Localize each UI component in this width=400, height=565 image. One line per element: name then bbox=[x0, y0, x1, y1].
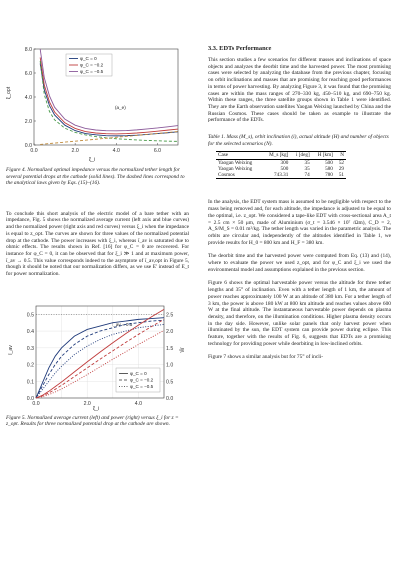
figure-4-annotation: (a_e) bbox=[115, 105, 126, 110]
figure-4-xtick-label: 2.0 bbox=[71, 148, 79, 154]
figure-5-ylabel-left: ī_av bbox=[8, 344, 14, 355]
figure-5-ytick-right-label: 0.0 bbox=[166, 395, 174, 402]
right-paragraph-5: Figure 7 shows a similar analysis but for 75° of incli- bbox=[208, 354, 324, 361]
table-cell: 580 bbox=[325, 165, 333, 172]
figure-5-ytick-left-label: 0.5 bbox=[26, 312, 34, 319]
figure-5-chart bbox=[6, 302, 189, 412]
right-paragraph-4: Figure 6 shows the optimal harvestable power versus the altitude for three tether lengths and 35° of inclination. Even with a tether length of 1 km, the amount of power reaches approximately 100 W at an altitude of 380 km. For a tether length of 3 km, the power is above 180 kW at 800 km altitude and reaches values above 600 W at the final altitude. The instantaneous harvestable power depends on plasma density, and therefore, on the illumination conditions. Higher plasma density occurs in the day side. However, unlike solar panels that only harvest power when illuminated by the sun, the EDT system can provide power during eclipse. This feature, together with the results of Fig. 6, suggests that EDTs are a promising technology for providing power while deorbiting in low-inclined orbits. bbox=[208, 280, 391, 347]
table-header-row bbox=[216, 152, 346, 159]
table-cell: 35 bbox=[304, 165, 310, 172]
table-header-cell: Case bbox=[218, 152, 229, 159]
table-row bbox=[216, 159, 346, 166]
table-cell: 35 bbox=[304, 159, 310, 166]
table-1 bbox=[216, 151, 346, 179]
figure-4-legend-label: φ_C = −0.2 bbox=[80, 62, 104, 68]
table-cell: 51 bbox=[338, 172, 344, 179]
figure-5-ytick-left-label: 0.1 bbox=[26, 379, 34, 386]
figure-4-ytick-label: 8.0 bbox=[24, 47, 32, 53]
left-column bbox=[6, 0, 189, 428]
section-heading: 3.3. EDTs Performance bbox=[208, 45, 272, 52]
figure-5-ytick-left-label: 0.2 bbox=[26, 362, 34, 369]
table-cell: 500 bbox=[325, 159, 333, 166]
table-body bbox=[216, 159, 346, 179]
right-paragraph-1: This section studies a few scenarios for different masses and inclinations of space objects and analyzes the deorbit time and the harvested power. The most promising cases were selected by analyzing the database from the previous chapter, focusing on orbit inclinations and masses that are promising for reaching good performances in terms of power harvesting. By analyzing Figure 3, it was found that the promising cases are within the mass ranges of 270–330 kg, 450–510 kg, and 690–750 kg. Within these ranges, the three satellite groups shown in Table 1 were identified. They are the Earth observation satellites Yaogan Weixing launched by China and the Russian Cosmos. These cases should be taken as example to illustrate the performance of the EDTs. bbox=[208, 57, 391, 124]
figure-4-ytick-label: 2.0 bbox=[24, 119, 32, 125]
figure-5-ytick-right-label: 2.5 bbox=[166, 312, 174, 319]
figure-5-xtick-label: 2.0 bbox=[83, 400, 91, 407]
table-row bbox=[216, 172, 346, 179]
table-cell: 500 bbox=[280, 165, 289, 172]
table-cell: 52 bbox=[338, 159, 344, 166]
figure-5-xtick-label: 4.0 bbox=[134, 400, 143, 407]
figure-4-ytick-label: 4.0 bbox=[24, 95, 32, 101]
table-1-caption: Table 1. Mass (M_s), orbit inclination (i), actual altitude (H) and number of objects for the selected scenarios (N). bbox=[208, 134, 389, 147]
figure-4-chart bbox=[6, 45, 189, 163]
figure-5-ytick-left-label: 0.3 bbox=[26, 345, 34, 352]
figure-5-legend-label: φ_C = 0 bbox=[130, 370, 147, 376]
table-cell: Cosmos bbox=[218, 172, 235, 179]
left-paragraph-1: To conclude this short analysis of the electric model of a bare tether with an impedance, Fig. 5 shows the normalized average current (left axis and blue curves) and the normalized power (right axis and red curves) versus ξ_i when the impedance is equal to z_opt. The curves are shown for three values of the normalized potential drop at the cathode. The power increases with ξ_i, whereas ī_av is saturated due to ohmic effects. The results shown in Ref. [16] for φ_C = 0 are recovered. For instance for φ_C = 0, it can be observed that for ξ_i ≫ 1 and at maximum power, ī_av → 0.5. This value corresponds indeed to the asymptote of ī_av,opt in Figure 5, though it should be noted that our normalization differs, as we use E' instead of E_t for power normalization. bbox=[6, 210, 189, 278]
figure-5-xtick-label: 0.0 bbox=[32, 400, 40, 407]
figure-4 bbox=[6, 45, 189, 163]
right-paragraph-2: In the analysis, the EDT system mass is assumed to be negligible with respect to the mass being removed and, for each altitude, the impedance is adjusted to be equal to the optimal, i.e. z_opt. We considered a tape-like EDT with cross-sectional area A_t = 2.5 cm × 50 μm, made of Aluminium (σ_t = 3.546 × 10⁷ /Ωm), C_D = 2, A_S/M_S = 0.01 m²/kg. The tether length was varied in the parametric analysis. The orbits are circular and, independently of the altitudes identified in Table 1, we provide results for H_0 = 800 km and H_F = 380 km. bbox=[208, 199, 391, 246]
table-cell: 29 bbox=[338, 165, 344, 172]
table-cell: Yaogan Weixing bbox=[218, 165, 253, 172]
figure-4-xtick-label: 4.0 bbox=[112, 148, 120, 154]
figure-5-plot-area bbox=[27, 306, 174, 407]
figure-4-legend-label: φ_C = 0 bbox=[80, 56, 97, 61]
figure-5-legend-label: φ_C = −0.2 bbox=[130, 377, 154, 383]
table-cell: 74 bbox=[304, 172, 310, 179]
table-cell: 743.31 bbox=[274, 172, 289, 179]
figure-5-annotation: ī_av = 0.5 bbox=[112, 321, 133, 327]
figure-4-legend-label: φ_C = −0.5 bbox=[80, 69, 104, 74]
figure-4-xlabel: ξ_i bbox=[88, 157, 96, 163]
figure-5-ytick-right-label: 1.0 bbox=[166, 362, 174, 369]
figure-4-xtick-label: 0.0 bbox=[30, 148, 38, 154]
right-paragraph-3: The deorbit time and the harvested power were computed from Eq. (13) and (14), where to evaluate the power we used z_opt, and for φ_C and ξ_i we used the environmental model and assumptions explained in the previous section. bbox=[208, 253, 391, 273]
table-cell: 780 bbox=[325, 172, 333, 179]
right-column bbox=[208, 0, 391, 361]
figure-5-ylabel-right: W̄ bbox=[180, 347, 186, 353]
figure-5-ytick-right-label: 1.5 bbox=[166, 345, 174, 352]
figure-5 bbox=[6, 302, 189, 412]
table-cell: 300 bbox=[280, 159, 289, 166]
figure-5-legend-label: φ_C = −0.5 bbox=[130, 383, 154, 389]
figure-5-ytick-left-label: 0.4 bbox=[26, 328, 34, 335]
figure-4-ytick-label: 0.0 bbox=[24, 143, 32, 149]
figure-5-ytick-right-label: 2.0 bbox=[166, 328, 174, 335]
figure-5-caption: Figure 5. Normalized average current (left) and power (right) versus ξ_i for z = z_opt. Results for three normalized potential drop at the cathode are shown. bbox=[6, 414, 179, 428]
figure-4-xtick-label: 6.0 bbox=[153, 148, 162, 154]
table-header-cell: i [deg] bbox=[296, 152, 310, 159]
figure-4-plot-area bbox=[25, 47, 178, 154]
table-header-cell: H [km] bbox=[317, 152, 333, 159]
table-cell: Yaogan Weixing bbox=[218, 159, 253, 166]
figure-5-ytick-left-label: 0.0 bbox=[26, 395, 34, 402]
figure-4-ytick-label: 6.0 bbox=[24, 71, 32, 77]
table-header-cell: M_s [kg] bbox=[269, 152, 289, 159]
table-header-cell: N bbox=[340, 152, 344, 159]
figure-4-caption: Figure 4. Normalized optimal impedance versus the normalized tether length for several potential drops at the cathode (solid lines). The dashed lines correspond to the analytical laws given by Eqs. (15)–(16). bbox=[6, 167, 185, 187]
figure-5-xlabel: ξ_i bbox=[92, 405, 100, 412]
figure-5-ytick-right-label: 0.5 bbox=[166, 379, 174, 386]
figure-4-ylabel: ξ_opt bbox=[6, 86, 12, 100]
